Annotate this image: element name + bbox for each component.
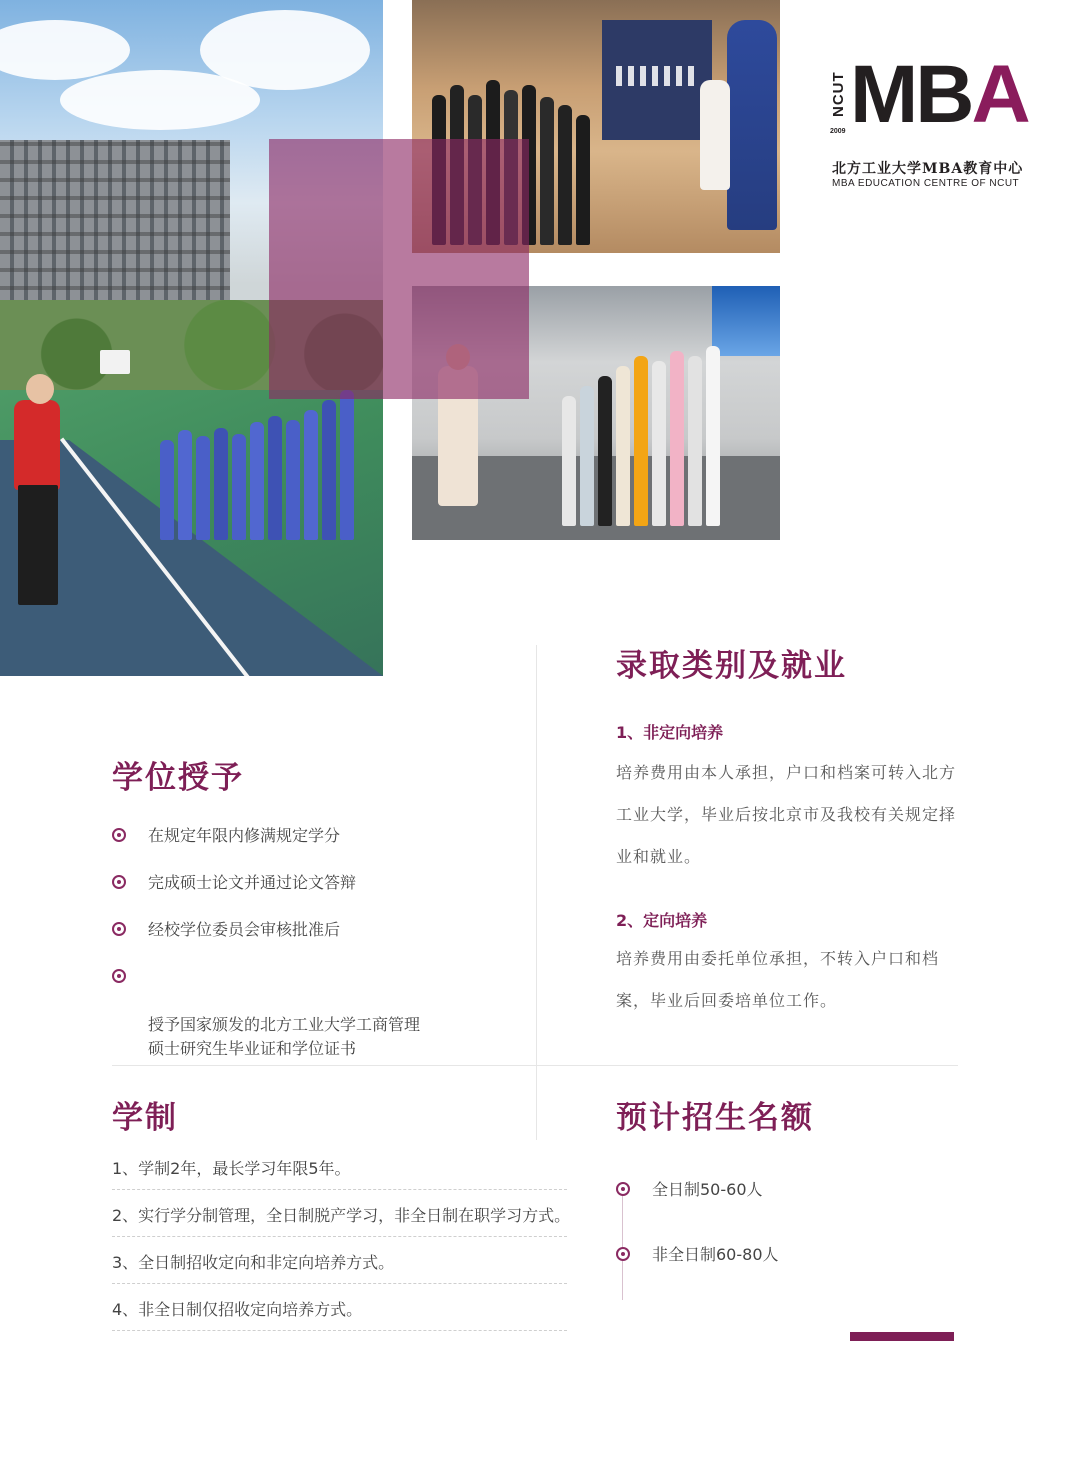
category-2-title: 2、定向培养: [616, 911, 708, 930]
study-title: 学制: [112, 1100, 178, 1136]
decorative-overlay-left: [269, 139, 412, 399]
category-1-title: 1、非定向培养: [616, 723, 724, 742]
quota-title: 预计招生名额: [616, 1100, 814, 1136]
study-item-1: 1、学制2年，最长学习年限5年。: [112, 1156, 567, 1190]
accent-bar: [850, 1332, 954, 1341]
target-bullet-icon: [112, 875, 126, 889]
section-divider: [112, 1065, 958, 1066]
target-bullet-icon: [616, 1182, 630, 1196]
logo-mba: MBA: [850, 49, 1028, 140]
list-item: 经校学位委员会审核批准后: [112, 918, 522, 942]
logo-ncut: NCUT: [830, 71, 847, 117]
study-item-2: 2、实行学分制管理，全日制脱产学习，非全日制在职学习方式。: [112, 1203, 567, 1237]
target-bullet-icon: [616, 1247, 630, 1261]
target-bullet-icon: [112, 922, 126, 936]
degree-title: 学位授予: [112, 760, 244, 796]
quota-list: [616, 1178, 916, 1267]
list-item: 非全日制60-80人: [616, 1243, 916, 1267]
target-bullet-icon: [112, 969, 126, 983]
admission-title: 录取类别及就业: [616, 648, 847, 684]
list-item: 全日制50-60人: [616, 1178, 916, 1202]
target-bullet-icon: [112, 828, 126, 842]
study-item-4: 4、非全日制仅招收定向培养方式。: [112, 1297, 567, 1331]
degree-requirements-list: [112, 824, 522, 1061]
category-2-text: 培养费用由委托单位承担，不转入户口和档案，毕业后回委培单位工作。: [616, 949, 940, 1010]
mba-logo: [830, 49, 1040, 200]
list-item: 在规定年限内修满规定学分: [112, 824, 522, 848]
category-1-text: 培养费用由本人承担，户口和档案可转入北方工业大学，毕业后按北京市及我校有关规定择业和就业。: [616, 763, 957, 866]
decorative-overlay-top: [412, 139, 529, 286]
logo-english-name: MBA EDUCATION CENTRE OF NCUT: [832, 178, 1020, 189]
list-item: 完成硕士论文并通过论文答辩: [112, 871, 522, 895]
logo-chinese-name: 北方工业大学MBA教育中心: [832, 161, 1024, 177]
study-item-3: 3、全日制招收定向和非定向培养方式。: [112, 1250, 567, 1284]
list-item: 授予国家颁发的北方工业大学工商管理 硕士研究生毕业证和学位证书: [112, 965, 522, 1061]
decorative-overlay-bottom: [412, 286, 529, 399]
logo-year: 2009: [830, 128, 846, 135]
